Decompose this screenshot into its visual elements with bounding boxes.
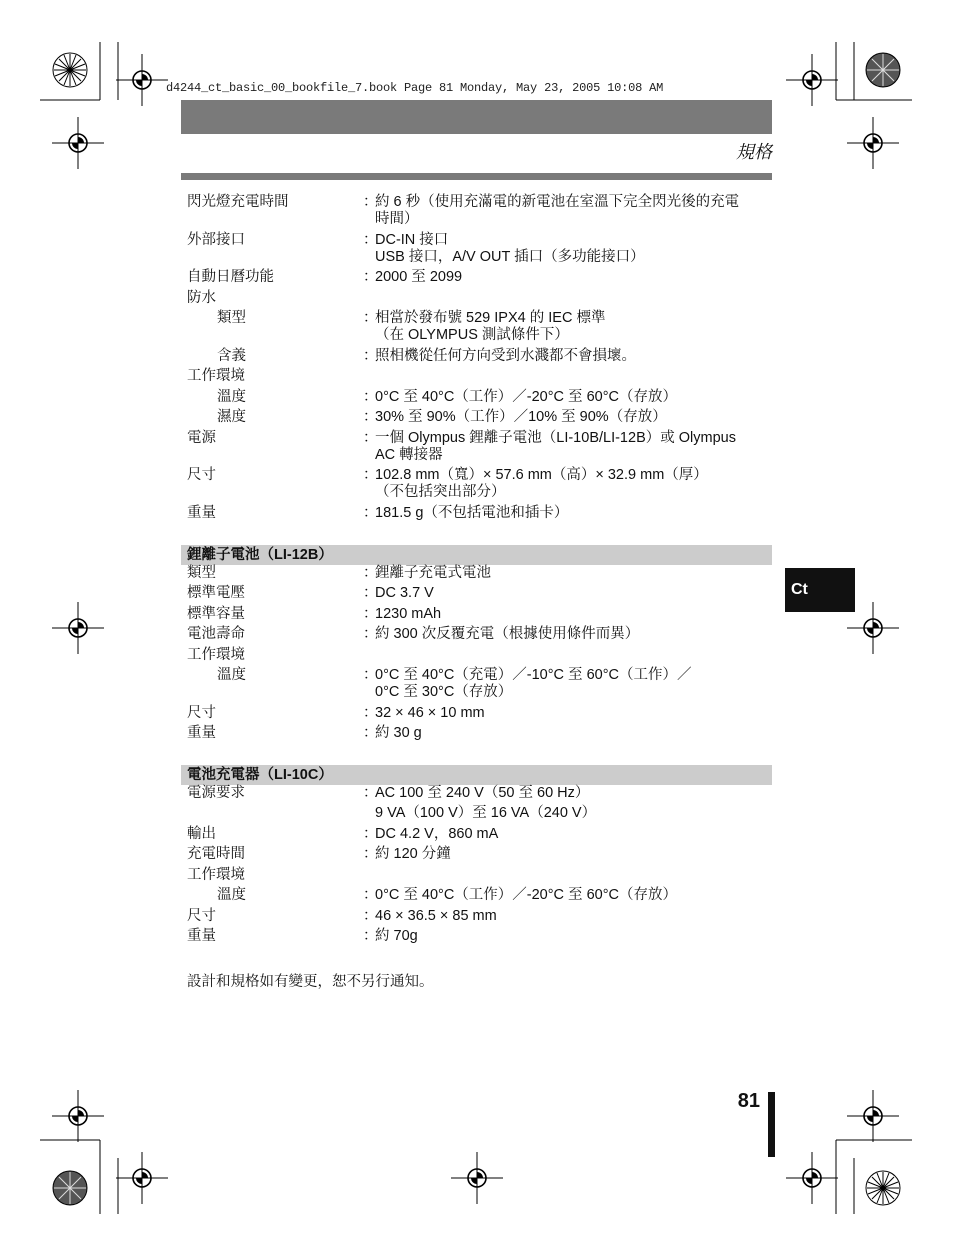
- spec-value: DC-IN 接口 USB 接口，A/V OUT 插口（多功能接口）: [375, 231, 645, 265]
- spec-label: 尺寸: [187, 704, 216, 721]
- spec-label: 類型: [187, 564, 216, 581]
- spec-label: 重量: [187, 504, 216, 521]
- spec-value: 181.5 g（不包括電池和插卡）: [375, 504, 569, 521]
- colon: ：: [363, 194, 378, 210]
- spec-label: 工作環境: [187, 368, 245, 384]
- spec-row: [187, 725, 772, 742]
- colon: ：: [363, 310, 378, 326]
- spec-value: 0°C 至 40°C（工作）／-20°C 至 60°C（存放）: [375, 887, 677, 903]
- spec-row: [187, 368, 772, 385]
- spec-label: 濕度: [217, 409, 246, 425]
- spec-label: 電池壽命: [187, 626, 245, 642]
- spec-label: 充電時間: [187, 846, 245, 862]
- spec-label: 防水: [187, 289, 216, 306]
- spec-value: 30% 至 90%（工作）／10% 至 90%（存放）: [375, 409, 667, 425]
- colon: ：: [363, 928, 378, 944]
- spec-label: 溫度: [217, 667, 246, 683]
- spec-value: 約 6 秒（使用充滿電的新電池在室溫下完全閃光後的充電 時間）: [375, 194, 740, 227]
- colon: ：: [363, 887, 378, 903]
- spec-value: DC 4.2 V，860 mA: [375, 825, 499, 842]
- colon: ：: [363, 347, 378, 364]
- spec-label: 閃光燈充電時間: [187, 194, 289, 210]
- spec-label: 溫度: [217, 388, 246, 405]
- spec-row: [187, 430, 772, 464]
- colon: ：: [363, 907, 378, 924]
- spec-value: 照相機從任何方向受到水濺都不會損壞。: [375, 347, 636, 364]
- spec-value: 約 30 g: [375, 725, 422, 741]
- colon: ：: [363, 388, 378, 405]
- spec-label: 尺寸: [187, 907, 216, 924]
- spec-label: 電源要求: [187, 785, 245, 801]
- spec-row: [187, 290, 772, 307]
- spec-value: DC 3.7 V: [375, 585, 434, 601]
- header-rule: [181, 173, 772, 180]
- spec-label: 外部接口: [187, 231, 245, 248]
- spec-row: [187, 846, 772, 863]
- colon: ：: [363, 785, 378, 801]
- spec-row: [187, 785, 772, 822]
- spec-row: [187, 887, 772, 904]
- spec-value: 約 70g: [375, 928, 418, 944]
- spec-row: [187, 194, 772, 228]
- colon: ：: [363, 626, 378, 642]
- spec-row: [187, 667, 772, 701]
- spec-label: 溫度: [217, 887, 246, 903]
- spec-row: [187, 269, 772, 286]
- battery-section-heading: 鋰離子電池（LI-12B）: [181, 545, 772, 565]
- spec-label: 類型: [217, 310, 246, 326]
- colon: ：: [363, 725, 378, 741]
- colon: ：: [363, 467, 378, 483]
- colon: ：: [363, 585, 378, 601]
- colon: ：: [363, 667, 378, 683]
- colon: ：: [363, 564, 378, 581]
- spec-label: 含義: [217, 347, 246, 364]
- colon: ：: [363, 605, 378, 622]
- spec-row: [187, 348, 772, 365]
- spec-row: [187, 389, 772, 406]
- spec-row: [187, 585, 772, 602]
- page-number: 81: [737, 1090, 760, 1112]
- spec-value: 102.8 mm（寬）× 57.6 mm（高）× 32.9 mm（厚） （不包括突出部分）: [375, 467, 708, 500]
- colon: ：: [363, 825, 378, 842]
- file-info-line: d4244_ct_basic_00_bookfile_7.book Page 81 Monday, May 23, 2005 10:08 AM: [166, 81, 664, 95]
- spec-value: 1230 mAh: [375, 605, 442, 622]
- spec-value: 46 × 36.5 × 85 mm: [375, 907, 497, 924]
- language-tab: Ct: [785, 568, 855, 612]
- spec-label: 重量: [187, 928, 216, 944]
- spec-value: 2000 至 2099: [375, 269, 463, 285]
- colon: ：: [363, 704, 378, 721]
- spec-value: 0°C 至 40°C（工作）／-20°C 至 60°C（存放）: [375, 388, 677, 405]
- spec-row: [187, 705, 772, 722]
- spec-row: [187, 232, 772, 266]
- spec-row: [187, 647, 772, 664]
- spec-row: [187, 409, 772, 426]
- spec-row: [187, 606, 772, 623]
- page-number-bar: [768, 1092, 775, 1157]
- footnote: 設計和規格如有變更，恕不另行通知。: [187, 974, 434, 990]
- spec-content: [187, 194, 772, 991]
- spec-label: 標準電壓: [187, 585, 245, 601]
- spec-row: [187, 467, 772, 501]
- spec-label: 工作環境: [187, 866, 245, 883]
- spec-row: [187, 626, 772, 643]
- colon: ：: [363, 231, 378, 248]
- spec-row: [187, 565, 772, 582]
- spec-row: [187, 908, 772, 925]
- spec-label: 工作環境: [187, 646, 245, 663]
- spec-row: [187, 505, 772, 522]
- colon: ：: [363, 429, 378, 446]
- colon: ：: [363, 409, 378, 425]
- spec-value: AC 100 至 240 V（50 至 60 Hz） 9 VA（100 V）至 16 VA（240 V）: [375, 785, 597, 821]
- spec-value: 一個 Olympus 鋰離子電池（LI-10B/LI-12B）或 Olympus AC 轉接器: [375, 429, 736, 463]
- colon: ：: [363, 269, 378, 285]
- spec-label: 輸出: [187, 825, 216, 842]
- spec-value: 相當於發布號 529 IPX4 的 IEC 標準 （在 OLYMPUS 測試條件下）: [375, 310, 606, 343]
- spec-label: 電源: [187, 429, 216, 446]
- spec-value: 32 × 46 × 10 mm: [375, 704, 485, 721]
- header-bar: [181, 100, 772, 134]
- spec-value: 0°C 至 40°C（充電）／-10°C 至 60°C（工作）／ 0°C 至 30°C（存放）: [375, 667, 692, 700]
- section-title: 規格: [736, 142, 772, 162]
- spec-value: 約 300 次反覆充電（根據使用條件而異）: [375, 626, 640, 642]
- spec-row: [187, 928, 772, 945]
- spec-value: 鋰離子充電式電池: [375, 564, 491, 581]
- spec-row: [187, 867, 772, 884]
- charger-section-heading: 電池充電器（LI-10C）: [181, 765, 772, 785]
- spec-label: 自動日曆功能: [187, 269, 274, 285]
- colon: ：: [363, 504, 378, 521]
- spec-label: 尺寸: [187, 467, 216, 483]
- spec-value: 約 120 分鐘: [375, 846, 451, 862]
- spec-label: 重量: [187, 725, 216, 741]
- colon: ：: [363, 846, 378, 862]
- spec-row: [187, 310, 772, 344]
- spec-label: 標準容量: [187, 605, 245, 622]
- spec-row: [187, 826, 772, 843]
